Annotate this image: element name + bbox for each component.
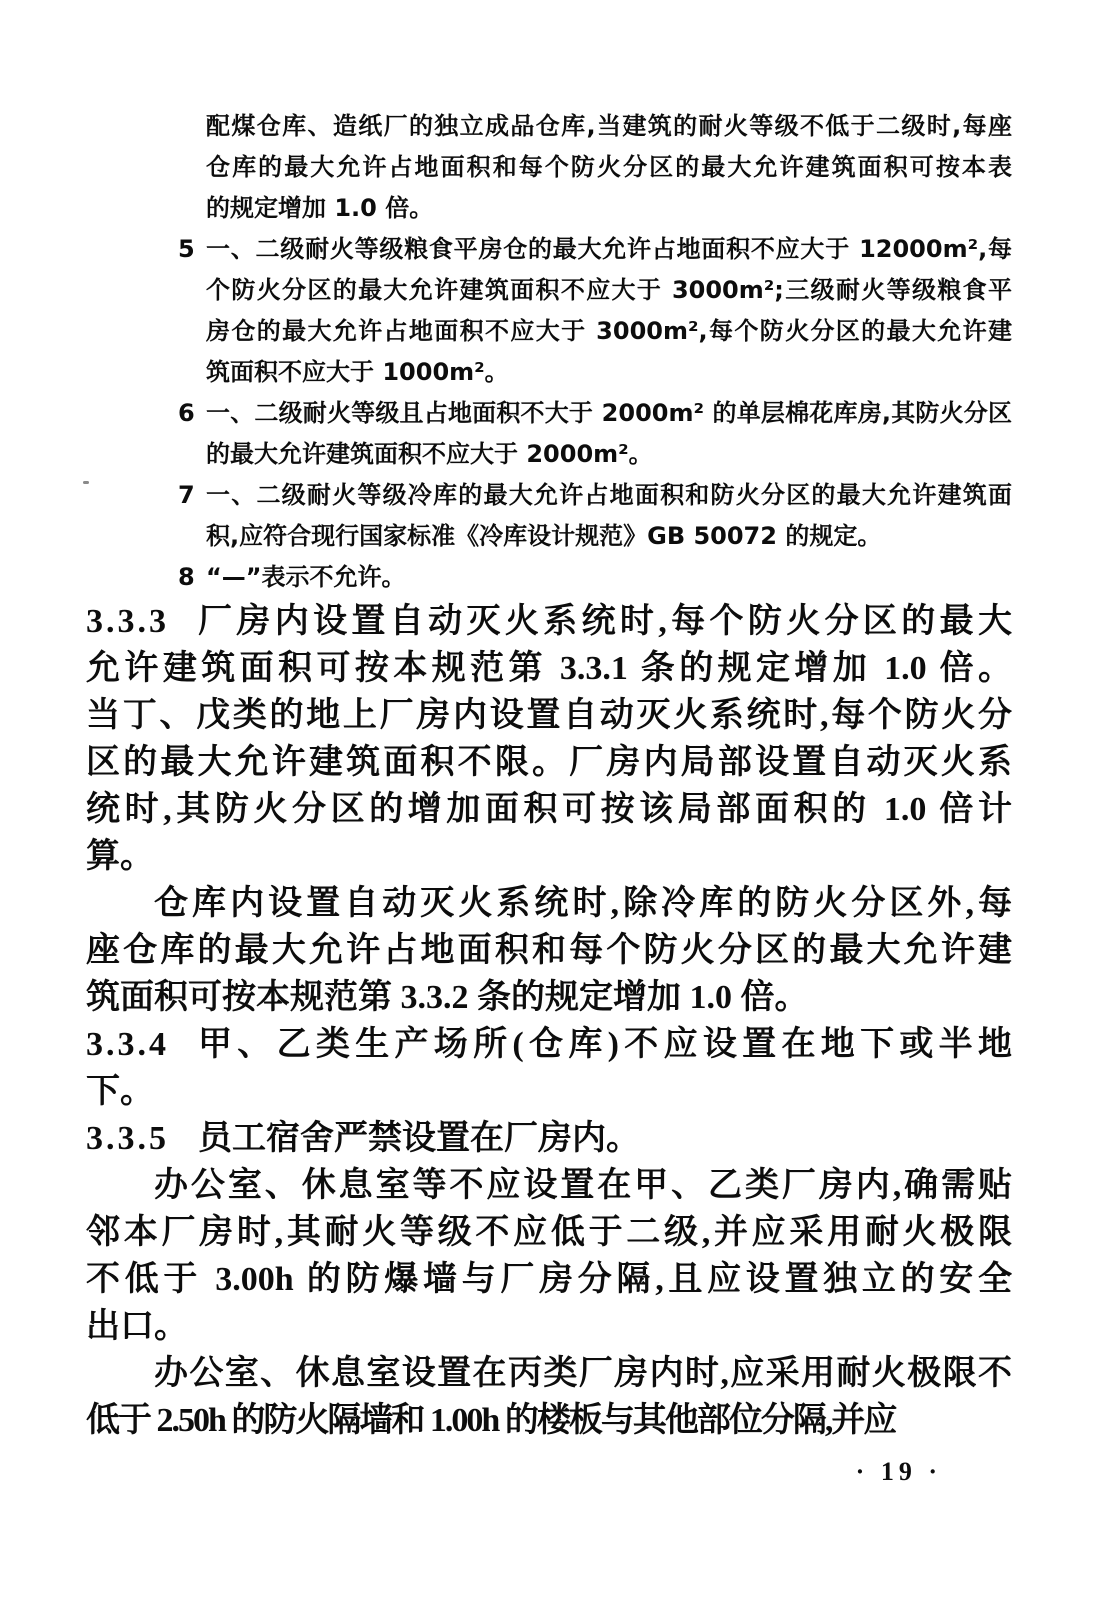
note-body (206, 475, 1012, 557)
text-line: 仓库内设置自动灭火系统时,除冷库的防火分区外,每 (154, 885, 1012, 922)
scan-artifact-dot (83, 481, 89, 484)
note-body (206, 229, 1012, 393)
text-line: 厂房内设置自动灭火系统时,每个防火分区的最大 (198, 603, 1012, 640)
note-item-5 (178, 229, 1012, 393)
note-text-line: 个防火分区的最大允许建筑面积不应大于 3000m²;三级耐火等级粮食平 (206, 276, 1012, 304)
note-text-line: 一、二级耐火等级冷库的最大允许占地面积和防火分区的最大允许建筑面 (206, 481, 1012, 509)
table-notes-block (178, 106, 1012, 598)
text-line: 座仓库的最大允许占地面积和每个防火分区的最大允许建 (86, 932, 1012, 969)
note-text-line: 房仓的最大允许占地面积不应大于 3000m²,每个防火分区的最大允许建 (206, 317, 1012, 345)
text-line: 甲、乙类生产场所(仓库)不应设置在地下或半地 (198, 1026, 1012, 1063)
note-item-7 (178, 475, 1012, 557)
body-text-block (86, 598, 1012, 1444)
note-text-line: 积,应符合现行国家标准《冷库设计规范》GB 50072 的规定。 (206, 522, 882, 550)
text-line: 员工宿舍严禁设置在厂房内。 (198, 1120, 640, 1157)
note-number: 6 (178, 399, 195, 427)
note-number: 7 (178, 481, 195, 509)
note-text-line: 仓库的最大允许占地面积和每个防火分区的最大允许建筑面积可按本表 (206, 153, 1012, 181)
text-line: 算。 (86, 838, 154, 875)
note-number (178, 106, 206, 229)
clause-3-3-5-first-line (86, 1115, 1012, 1162)
text-line: 邻本厂房时,其耐火等级不应低于二级,并应采用耐火极限 (86, 1214, 1012, 1251)
note-text-line: 的最大允许建筑面积不应大于 2000m²。 (206, 440, 653, 468)
clause-number: 3.3.4 (86, 1026, 169, 1063)
note-text-line: 的规定增加 1.0 倍。 (206, 194, 434, 222)
text-line: 低于 2.50h 的防火隔墙和 1.00h 的楼板与其他部位分隔,并应 (86, 1402, 896, 1439)
clause-3-3-4-first-line (86, 1021, 1012, 1068)
text-line: 统时,其防火分区的增加面积可按该局部面积的 1.0 倍计 (86, 791, 1012, 828)
note-body (206, 106, 1012, 229)
page-number: · 19 · (855, 1457, 942, 1486)
note-text-line: 筑面积不应大于 1000m²。 (206, 358, 509, 386)
clause-3-3-3-first-line (86, 598, 1012, 645)
note-body (206, 393, 1012, 475)
note-continuation (178, 106, 1012, 229)
page-footer (86, 1456, 1012, 1488)
note-text-line: 一、二级耐火等级粮食平房仓的最大允许占地面积不应大于 12000m²,每 (206, 235, 1012, 263)
note-number: 8 (178, 563, 195, 591)
note-text-line: 一、二级耐火等级且占地面积不大于 2000m² 的单层棉花库房,其防火分区 (206, 399, 1012, 427)
clause-number: 3.3.5 (86, 1120, 169, 1157)
note-text-line: “—”表示不允许。 (206, 563, 406, 591)
text-line: 当丁、戊类的地上厂房内设置自动灭火系统时,每个防火分 (86, 697, 1012, 734)
note-body (206, 557, 1012, 598)
text-line: 办公室、休息室设置在丙类厂房内时,应采用耐火极限不 (154, 1355, 1012, 1392)
text-line: 不低于 3.00h 的防爆墙与厂房分隔,且应设置独立的安全 (86, 1261, 1012, 1298)
text-line: 出口。 (86, 1308, 188, 1345)
text-line: 允许建筑面积可按本规范第 3.3.1 条的规定增加 1.0 倍。 (86, 650, 1012, 687)
note-number: 5 (178, 235, 195, 263)
clause-number: 3.3.3 (86, 603, 169, 640)
note-text-line: 配煤仓库、造纸厂的独立成品仓库,当建筑的耐火等级不低于二级时,每座 (206, 112, 1012, 140)
note-item-8 (178, 557, 1012, 598)
text-line: 办公室、休息室等不应设置在甲、乙类厂房内,确需贴 (154, 1167, 1012, 1204)
text-line: 区的最大允许建筑面积不限。厂房内局部设置自动灭火系 (86, 744, 1012, 781)
text-line: 筑面积可按本规范第 3.3.2 条的规定增加 1.0 倍。 (86, 979, 809, 1016)
text-line: 下。 (86, 1073, 154, 1110)
note-item-6 (178, 393, 1012, 475)
